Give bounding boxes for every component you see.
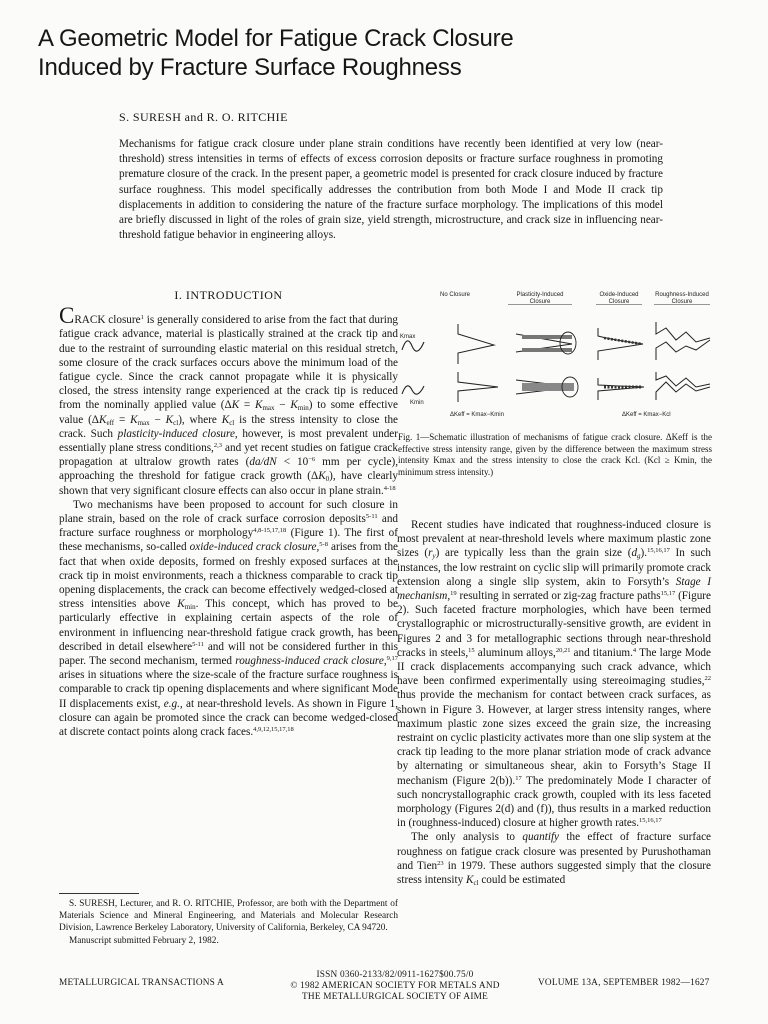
plastic-wake-lower bbox=[522, 348, 572, 352]
section-heading: I. INTRODUCTION bbox=[174, 288, 283, 302]
kmin-label: Kmin bbox=[410, 400, 424, 406]
open-crack-no-closure bbox=[458, 324, 494, 364]
footer-copyright-1: © 1982 AMERICAN SOCIETY FOR METALS AND bbox=[290, 981, 500, 991]
kmax-label: Kmax bbox=[400, 334, 416, 340]
rough-crack-closed-upper bbox=[656, 372, 710, 387]
figure-1 bbox=[398, 288, 712, 428]
footer-copyright-2: THE METALLURGICAL SOCIETY OF AIME bbox=[302, 992, 488, 1002]
introduction-column bbox=[59, 288, 398, 739]
figure-caption-text: —Schematic illustration of mechanisms of fatigue crack closure. ΔKeff is the effective stress intensity range, given by the difference between the maximum stress intensity Kmax and the stress intensity to close the crack Kcl. (Kcl ≥ Kmin, the minimum stress intensity.) bbox=[398, 432, 712, 477]
abstract: Mechanisms for fatigue crack closure under plane strain conditions have recently been identified at very low (near-threshold) stress intensities in terms of effects of excess corrosion deposits or fracture surface roughness in promoting premature closure of the crack. In the present paper, a geometric model is presented for crack closure induced by fracture surface roughness. This model specifically addresses the contribution from both Mode I and Mode II crack tip displacements in addition to considering the nature of the fracture surface morphology. The implications of this model are briefly discussed in light of the roles of grain size, yield strength, microstructure, and crack size in influencing near-threshold fatigue behavior in engineering alloys. bbox=[119, 138, 663, 242]
footnote bbox=[59, 898, 398, 947]
intro-paragraph-4: The only analysis to quantify the effect of fracture surface roughness on fatigue crack closure was presented by Purushothaman and Tien$^{23}$ in 1979. These authors suggested simply that the closure stress intensity $K_{cl}$ could be estimated bbox=[397, 831, 712, 888]
kmin-load-wave bbox=[402, 386, 424, 394]
label-no-closure: No Closure bbox=[439, 292, 471, 298]
label-oxide-closure: Closure bbox=[608, 299, 630, 305]
figure-label: Fig. 1 bbox=[398, 432, 421, 442]
right-column bbox=[397, 518, 711, 887]
label-oxide: Oxide-Induced bbox=[599, 292, 639, 298]
label-roughness-closure: Closure bbox=[671, 299, 693, 305]
footer-center bbox=[280, 970, 510, 1003]
title-line-1: A Geometric Model for Fatigue Crack Closure bbox=[38, 25, 514, 52]
rough-crack-open-lower bbox=[656, 340, 710, 360]
label-plasticity: Plasticity-Induced bbox=[516, 292, 564, 298]
footer-journal: METALLURGICAL TRANSACTIONS A bbox=[59, 978, 224, 988]
label-roughness: Roughness-Induced bbox=[655, 292, 709, 298]
title-line-2: Induced by Fracture Surface Roughness bbox=[38, 54, 462, 81]
authors: S. SURESH and R. O. RITCHIE bbox=[119, 110, 288, 124]
rough-crack-open-upper bbox=[656, 322, 710, 342]
delta-k-right: ΔKeff = Kmax−Kcl bbox=[622, 412, 671, 418]
kmax-load-wave bbox=[402, 341, 424, 351]
footnote-submitted: Manuscript submitted February 2, 1982. bbox=[69, 935, 219, 946]
figure-1-schematic bbox=[398, 288, 712, 428]
footer-volume: VOLUME 13A, SEPTEMBER 1982—1627 bbox=[538, 978, 710, 988]
closed-crack-oxide bbox=[598, 378, 644, 400]
delta-k-left: ΔKeff = Kmax−Kmin bbox=[450, 412, 504, 418]
intro-paragraph-2: Two mechanisms have been proposed to account for such closure in plane strain, based on the role of crack surface corrosion deposits$^{5-11}$ and fracture surface roughness or morphology$^{4,8-15,17,18}$ (Figure 1). The first of these mechanisms, so-called oxide-induced crack closure,$^{5-8}$ arises from the fact that when oxide deposits, formed on freshly exposed surfaces at the crack tip in moist environments, reach a thickness comparable to crack tip opening displacements, the crack can become effectively wedged-closed at stress intensities above $K_{min}$. This concept, which has proved to be particularly effective in explaining certain aspects of the role of environment in influencing near-threshold fatigue crack growth, has been described in detail elsewhere$^{5-11}$ and will not be considered further in this paper. The second mechanism, termed roughness-induced crack closure,$^{9,17}$ arises in situations where the size-scale of the fracture surface roughness is comparable to crack tip opening displacements and where significant Mode II displacements exist, e.g., at near-threshold levels. As shown in Figure 1, closure can again be promoted since the crack can become wedged-closed at discrete contact points along crack faces.$^{4,9,12,15,17,18}$ bbox=[59, 498, 399, 739]
label-plasticity-closure: Closure bbox=[529, 299, 551, 305]
plastic-wake-upper bbox=[522, 335, 572, 339]
intro-paragraph-1: CRACK closure$^1$ is generally considered to arise from the fact that during fatigue crack advance, material is plastically strained at the crack tip and due to the restraint of surrounding elastic material on this residual stretch, some closure of the crack surfaces occurs above the minimum load of the fatigue cycle. Since the crack cannot propagate while it is physically closed, the stress intensity range experienced at the crack tip is reduced from the nominally applied value $(\Delta K = K_{max} - K_{min})$ to some effective value $(\Delta K_{eff} = K_{max} - K_{cl})$, where $K_{cl}$ is the stress intensity to close the crack. Such plasticity-induced closure, however, is most prevalent under essentially plane stress conditions,$^{2,3}$ and yet recent studies on fatigue crack propagation at ultralow growth rates ($da/dN < 10^{-6}$ mm per cycle), approaching the threshold for fatigue crack growth $(\Delta K_0)$, have clearly shown that very significant closure effects can also occur in plane strain.$^{4-18}$ bbox=[59, 303, 399, 497]
footer-issn: ISSN 0360-2133/82/0911-1627$00.75/0 bbox=[316, 970, 474, 980]
rough-crack-closed-lower bbox=[656, 382, 710, 400]
intro-paragraph-3: Recent studies have indicated that roughness-induced closure is most prevalent at near-threshold levels where maximum plastic zone sizes $(r_y)$ are typically less than the grain size $(d_g).^{15,16,17}$ In such instances, the low restraint on cyclic slip will primarily promote crack extension along a single slip system, akin to Forsyth’s Stage I mechanism,$^{19}$ resulting in serrated or zig-zag fracture paths$^{15,17}$ (Figure 2). Such faceted fracture morphologies, which have been termed crystallographic or microstructurally-sensitive growth, are evident in Figures 2 and 3 for metallographic sections through near-threshold cracks in steels,$^{15}$ aluminum alloys,$^{20,21}$ and titanium.$^4$ The large Mode II crack displacements accompanying such crack advance, which have been confirmed experimentally using stereoimaging studies,$^{22}$ thus provide the mechanism for contact between crack surfaces, as shown in Figure 3. However, at larger stress intensity ranges, where maximum plastic zone sizes exceed the grain size, the increasing restraint on cyclic plasticity activates more than one slip system at the crack tip leading to the more planar striation mode of crack advance by alternating or simultaneous shear, akin to Forsyth’s Stage II mechanism (Figure 2(b)).$^{17}$ The predominately Mode I character of such noncrystallographic crack growth, coupled with its less faceted morphology (Figures 2(d) and (f)), thus results in a marked reduction in (roughness-induced) closure at higher growth rates.$^{15,16,17}$ bbox=[397, 519, 712, 830]
footnote-rule bbox=[59, 893, 139, 894]
paper-title bbox=[38, 24, 738, 82]
figure-caption bbox=[398, 432, 712, 478]
footnote-affiliation: S. SURESH, Lecturer, and R. O. RITCHIE, Professor, are both with the Department of Materials Science and Mineral Engineering, and Materials and Molecular Research Division, Lawrence Berkeley Laboratory, University of California, Berkeley, CA 94720. bbox=[59, 899, 398, 934]
closed-crack-no-closure bbox=[458, 372, 498, 402]
plastic-wake-closed bbox=[522, 383, 574, 391]
